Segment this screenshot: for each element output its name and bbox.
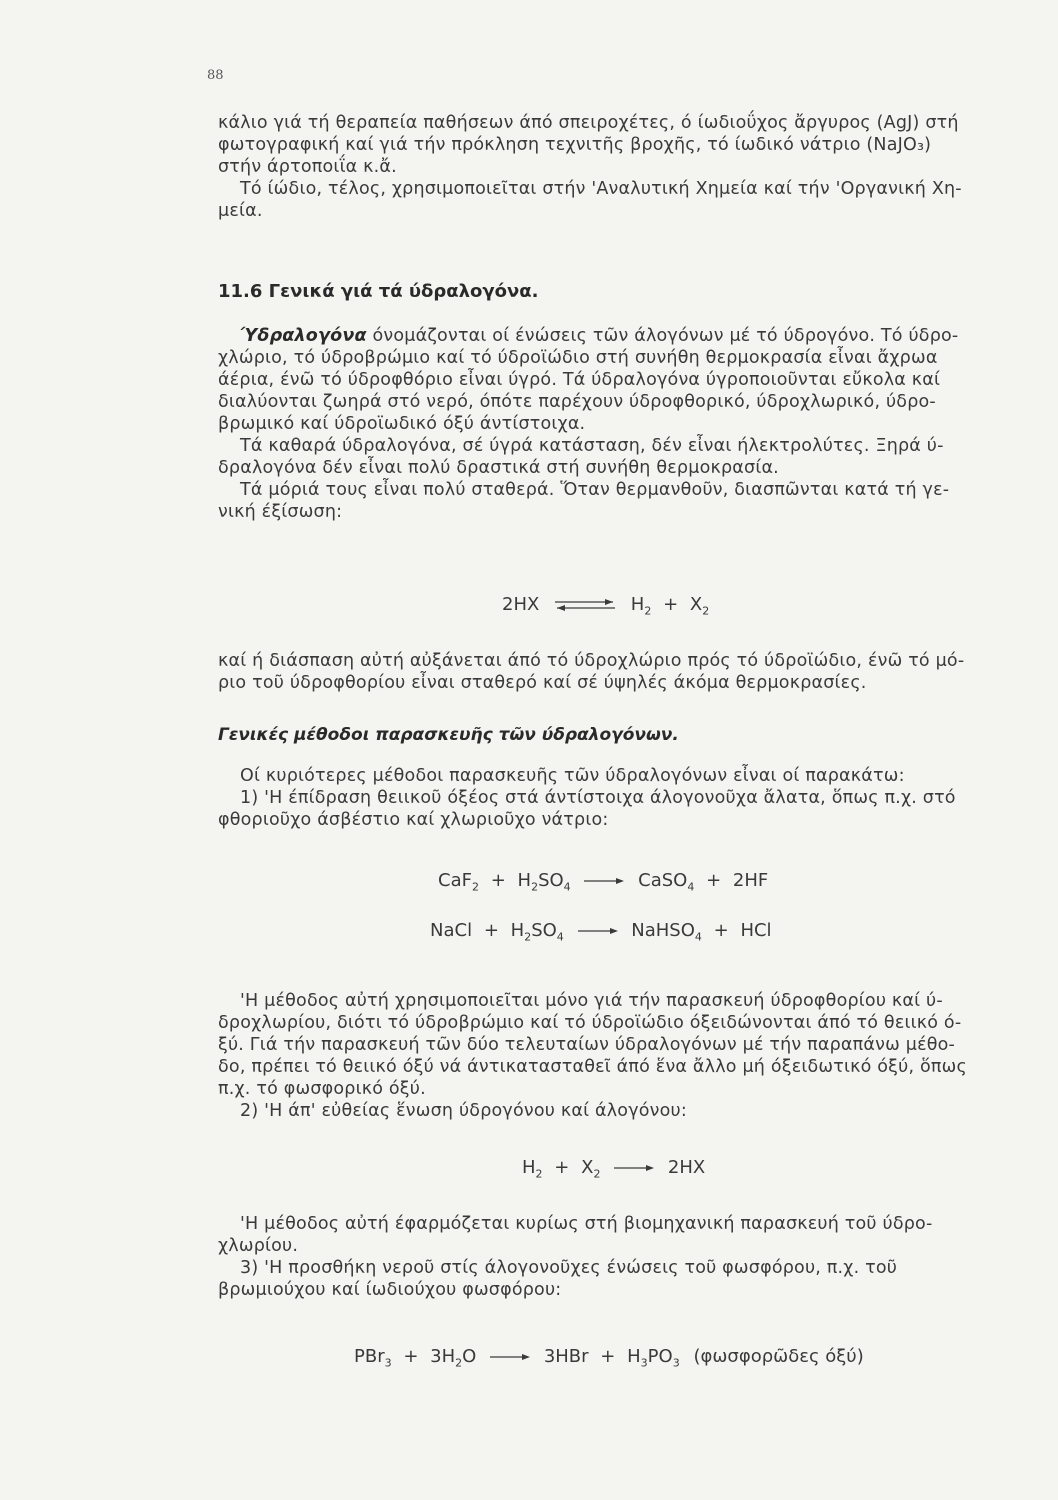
eq-term: X [581,1157,594,1178]
eq-sub: 4 [694,930,702,944]
term-hydrohalides: Ύδραλογόνα [240,326,367,346]
eq-plus: + [490,870,506,891]
eq-sub: 4 [687,880,695,894]
eq-left: 2HX [502,594,540,615]
eq-plus: + [706,870,722,891]
eq-sub: 3 [640,1356,648,1370]
paragraph-hydrohalides [218,325,1038,523]
eq-plus: + [713,920,729,941]
eq-term: SO [531,920,557,941]
text-line: 2) 'Η άπ' εὐθείας ἕνωση ύδρογόνου καί άλογόνου: [240,1101,687,1121]
eq-term: CaF [438,870,472,891]
equation-nacl [430,920,772,944]
text-line: χλώριο, τό ύδροβρώμιο καί τό ύδροϊώδιο στή συνήθη θερμοκρασία εἶναι ἄχρωα [218,348,938,368]
eq-sub: 2 [524,930,532,944]
text-line: 'Η μέθοδος αὐτή έφαρμόζεται κυρίως στή βιομηχανική παρασκευή τοῦ ύδρο- [240,1214,933,1234]
paragraph-methods-2-3 [218,1213,1038,1301]
eq-note: (φωσφορῶδες όξύ) [693,1346,864,1367]
eq-term: HCl [740,920,772,941]
eq-term: H [517,870,532,891]
eq-x: X [689,594,703,615]
text-line [218,325,1038,347]
text-line: δραλογόνα δέν εἶναι πολύ δραστικά στή συνήθη θερμοκρασία. [218,458,779,478]
eq-term: CaSO [638,870,688,891]
eq-sub: 4 [556,930,564,944]
text-line: καί ή διάσπαση αὐτή αὐξάνεται άπό τό ύδροχλώριο πρός τό ύδροϊώδιο, ένῶ τό μό- [218,651,965,671]
eq-h: H [630,594,645,615]
text-line: Οί κυριότερες μέθοδοι παρασκευῆς τῶν ύδραλογόνων εἶναι οί παρακάτω: [240,766,905,786]
reaction-arrow-icon [612,1163,656,1173]
paragraph-methods [218,765,1038,831]
eq-sub: 2 [531,880,539,894]
eq-term: 3H [430,1346,456,1367]
paragraph-method1-notes [218,990,1038,1122]
eq-plus: + [483,920,499,941]
eq-term: H [522,1157,536,1178]
paragraph-iodine-uses [218,112,1038,222]
text-line: φθοριοῦχο άσβέστιο καί χλωριοῦχο νάτριο: [218,810,609,830]
eq-term: PO [647,1346,673,1367]
text-line: κάλιο γιά τή θεραπεία παθήσεων άπό σπειροχέτες, ό ίωδιοΰχος ἄργυρος (AgJ) στή [218,113,959,133]
eq-plus: + [663,594,679,615]
text-line: διαλύονται ζωηρά στό νερό, όπότε παρέχουν ύδροφθορικό, ύδροχλωρικό, ύδρο- [218,392,936,412]
eq-sub: 3 [384,1356,392,1370]
eq-term: O [462,1346,477,1367]
equation-h2-x2 [522,1157,705,1181]
eq-term: PBr [354,1346,385,1367]
text-line: βρωμικό καί ύδροϊωδικό όξύ άντίστοιχα. [218,414,586,434]
text-line: π.χ. τό φωσφορικό όξύ. [218,1079,426,1099]
eq-sub: 4 [563,880,571,894]
equilibrium-arrow-icon [553,598,617,612]
text-line: δο, πρέπει τό θειικό όξύ νά άντικατασταθεῖ άπό ἕνα ἄλλο μή όξειδωτικό όξύ, ὅπως [218,1057,967,1077]
equation-dissociation [502,594,709,618]
eq-plus: + [554,1157,570,1178]
page-number: 88 [207,68,224,83]
text-line: νική έξίσωση: [218,502,343,522]
paragraph-dissociation [218,650,1038,694]
reaction-arrow-icon [582,876,626,886]
eq-plus: + [403,1346,419,1367]
eq-sub: 2 [644,604,652,618]
text-line: Τά καθαρά ύδραλογόνα, σέ ύγρά κατάσταση, δέν εἶναι ήλεκτρολύτες. Ξηρά ύ- [240,436,944,456]
eq-term: H [627,1346,641,1367]
eq-sub: 2 [535,1167,543,1181]
text-line: δροχλωρίου, διότι τό ύδροβρώμιο καί τό ύδροϊώδιο όξειδώνονται άπό τό θειικό ό- [218,1013,962,1033]
equation-pbr3 [354,1346,864,1370]
eq-sub: 3 [672,1356,680,1370]
eq-sub: 2 [593,1167,601,1181]
text-line: 3) 'Η προσθήκη νεροῦ στίς άλογονοῦχες ένώσεις τοῦ φωσφόρου, π.χ. τοῦ [240,1258,898,1278]
text-line: Τά μόριά τους εἶναι πολύ σταθερά. Ὅταν θερμανθοῦν, διασπῶνται κατά τή γε- [240,480,950,500]
eq-term: 2HF [732,870,769,891]
equation-caf2 [438,870,768,894]
text-line: στήν άρτοποιΐα κ.ἄ. [218,157,397,177]
text-line: ξύ. Γιά τήν παρασκευή τῶν δύο τελευταίων ύδραλογόνων μέ τήν παραπάνω μέθο- [218,1035,956,1055]
text-line: χλωρίου. [218,1236,299,1256]
eq-term: SO [538,870,564,891]
section-heading: 11.6 Γενικά γιά τά ύδραλογόνα. [218,281,539,302]
reaction-arrow-icon [576,926,620,936]
eq-term: H [510,920,525,941]
eq-sub: 2 [471,880,479,894]
subsection-heading: Γενικές μέθοδοι παρασκευῆς τῶν ύδραλογόνων. [218,725,679,745]
text-line: Τό ίώδιο, τέλος, χρησιμοποιεῖται στήν 'Αναλυτική Χημεία καί τήν 'Οργανική Χη- [240,179,962,199]
text-line: βρωμιούχου καί ίωδιούχου φωσφόρου: [218,1280,562,1300]
text-line: 1) 'Η έπίδραση θειικοῦ όξέος στά άντίστοιχα άλογονοῦχα ἄλατα, ὅπως π.χ. στό [240,788,956,808]
eq-term: 3HBr [543,1346,589,1367]
reaction-arrow-icon [488,1352,532,1362]
eq-term: 2HX [667,1157,706,1178]
text-line: ριο τοῦ ύδροφθορίου εἶναι σταθερό καί σέ ύψηλές άκόμα θερμοκρασίες. [218,673,867,693]
eq-plus: + [600,1346,616,1367]
eq-term: NaCl [430,920,473,941]
text-line: φωτογραφική καί γιά τήν πρόκληση τεχνιτῆς βροχῆς, τό ίωδικό νάτριο (NaJO₃) [218,135,932,155]
text-line: άέρια, ένῶ τό ύδροφθόριο εἶναι ύγρό. Τά ύδραλογόνα ύγροποιοῦνται εὔκολα καί [218,370,941,390]
eq-sub: 2 [702,604,710,618]
eq-term: NaHSO [631,920,695,941]
text-fragment: όνομάζονται οί ένώσεις τῶν άλογόνων μέ τό ύδρογόνο. Τό ύδρο- [366,326,959,346]
text-line: 'Η μέθοδος αὐτή χρησιμοποιεῖται μόνο γιά τήν παρασκευή ύδροφθορίου καί ύ- [240,991,943,1011]
text-line: μεία. [218,201,263,221]
eq-sub: 2 [455,1356,463,1370]
